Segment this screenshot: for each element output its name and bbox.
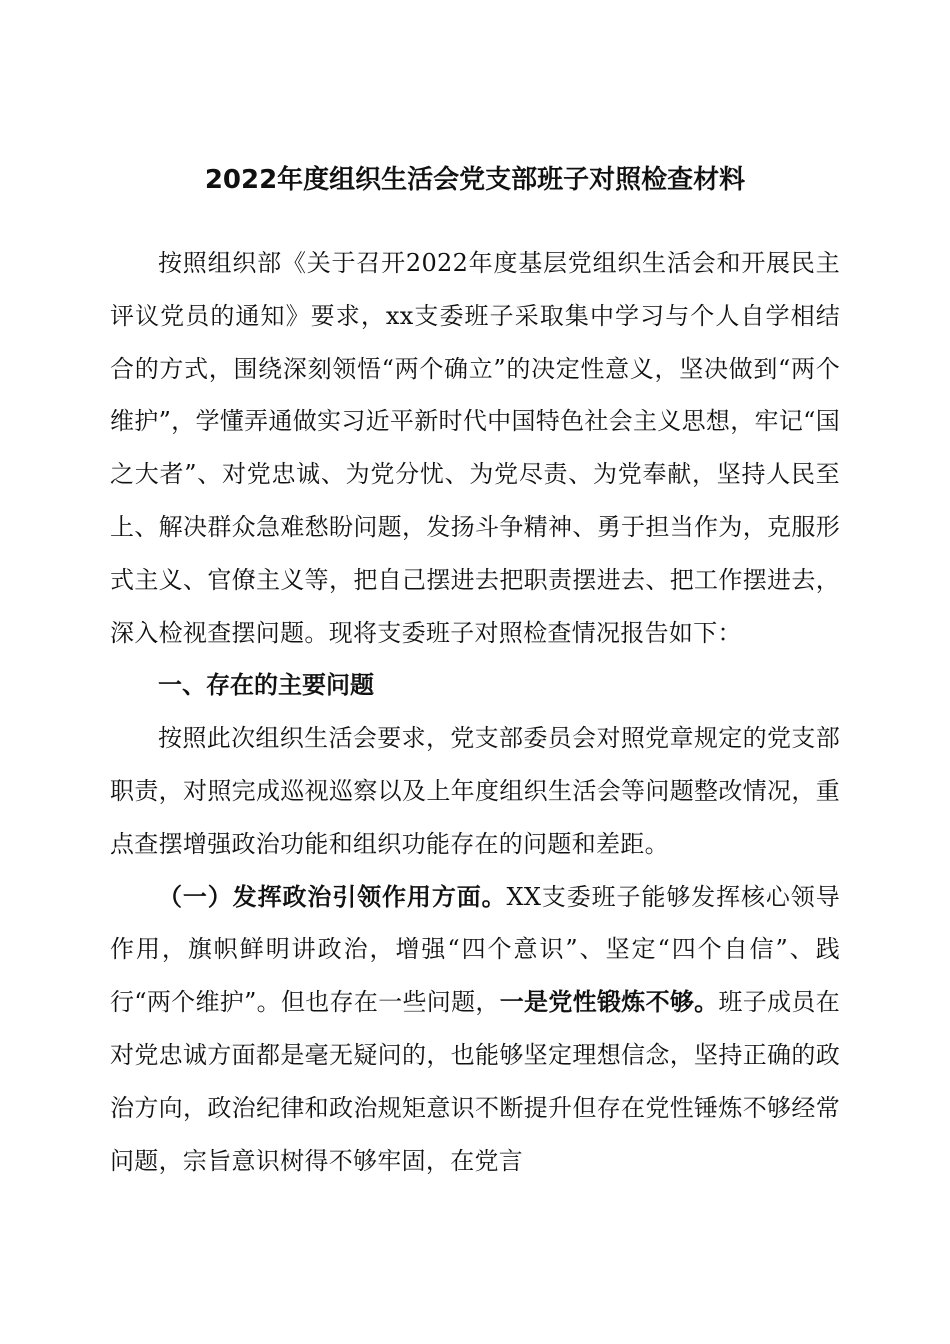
paragraph-text: 班子成员在对党忠诚方面都是毫无疑问的，也能够坚定理想信念，坚持正确的政治方向，政治纪律和政治规矩意识不断提升但存在党性锤炼不够经常问题，宗旨意识树得不够牢固，在党言 [110,988,841,1175]
intro-paragraph: 按照组织部《关于召开2022年度基层党组织生活会和开展民主评议党员的通知》要求，xx支委班子采取集中学习与个人自学相结合的方式，围绕深刻领悟“两个确立”的决定性意义，坚决做到“两个维护”，学懂弄通做实习近平新时代中国特色社会主义思想，牢记“国之大者”、对党忠诚、为党分忧、为党尽责、为党奉献，坚持人民至上、解决群众急难愁盼问题，发扬斗争精神、勇于担当作为，克服形式主义、官僚主义等，把自己摆进去把职责摆进去、把工作摆进去，深入检视查摆问题。现将支委班子对照检查情况报告如下： [110,249,840,647]
political-leadership-paragraph [110,871,840,1188]
section-intro-paragraph: 按照此次组织生活会要求，党支部委员会对照党章规定的党支部职责，对照完成巡视巡察以及上年度组织生活会等问题整改情况，重点查摆增强政治功能和组织功能存在的问题和差距。 [110,724,840,858]
paragraph-text: XX支委班子能够发挥核心领导作用，旗帜鲜明讲政治，增强“四个意识”、坚定“四个自信”、践行“两个维护”。但也存在一些问题， [110,882,841,1017]
document-title: 2022年度组织生活会党支部班子对照检查材料 [204,165,746,195]
document-body [110,237,840,1187]
subsection-lead-heading: （一）发挥政治引领作用方面。 [158,882,507,911]
section-heading-main-problems: 一、存在的主要问题 [158,671,374,700]
problem-point-heading: 一是党性锻炼不够。 [499,988,719,1017]
